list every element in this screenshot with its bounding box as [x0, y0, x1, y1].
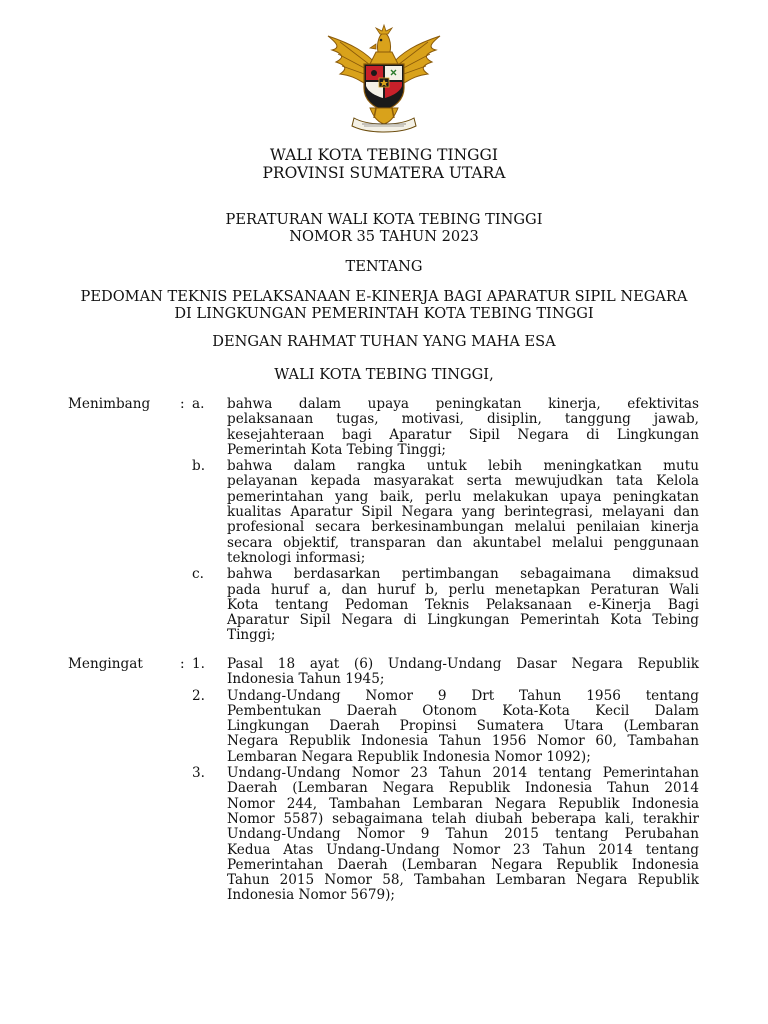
text-line: Pemerintah Kota Tebing Tinggi;	[227, 441, 447, 458]
authority-line-2: PROVINSI SUMATERA UTARA	[262, 164, 506, 182]
text-line: kesejahteraan bagi Aparatur Sipil Negara di Lingkungan	[227, 426, 699, 443]
issuer-text: WALI KOTA TEBING TINGGI,	[274, 366, 494, 383]
consideration-item	[68, 397, 700, 458]
section-label: Menimbang	[68, 396, 151, 412]
text-line: bahwa dalam upaya peningkatan kinerja, efektivitas	[227, 396, 699, 412]
text-line: Negara Republik Indonesia Tahun 1956 Nomor 60, Tambahan	[227, 733, 699, 750]
text-line: Pembentukan Daerah Otonom Kota-Kota Kecil Dalam	[227, 702, 699, 719]
issuer-heading	[0, 366, 768, 383]
text-line: bahwa dalam rangka untuk lebih meningkatkan mutu	[227, 458, 699, 475]
item-marker: a.	[192, 396, 205, 412]
item-text	[227, 689, 699, 765]
text-line: Kota tentang Pedoman Teknis Pelaksanaan e-Kinerja Bagi	[227, 596, 699, 613]
regulation-line-1: PERATURAN WALI KOTA TEBING TINGGI	[225, 211, 543, 228]
item-marker: c.	[192, 566, 204, 583]
blessing-text: DENGAN RAHMAT TUHAN YANG MAHA ESA	[212, 333, 556, 350]
text-line: Indonesia Nomor 5679);	[227, 887, 396, 904]
text-line: Undang-Undang Nomor 23 Tahun 2014 tentang Pemerintahan	[227, 765, 699, 782]
text-line: profesional secara berkesinambungan melalui penilaian kinerja	[227, 519, 699, 536]
text-line: Daerah (Lembaran Negara Republik Indonesia Tahun 2014	[227, 780, 699, 797]
text-line: Tinggi;	[227, 627, 276, 644]
subject-line-2: DI LINGKUNGAN PEMERINTAH KOTA TEBING TINGGI	[174, 305, 594, 322]
text-line: bahwa berdasarkan pertimbangan sebagaimana dimaksud	[227, 566, 699, 583]
regulation-line-2: NOMOR 35 TAHUN 2023	[289, 228, 479, 245]
item-text	[227, 459, 699, 566]
item-text	[227, 657, 699, 688]
text-line: Undang-Undang Nomor 9 Tahun 2015 tentang Perubahan	[227, 826, 699, 843]
item-text	[227, 567, 699, 643]
item-marker: b.	[192, 458, 206, 475]
text-line: pemerintahan yang baik, perlu melakukan upaya peningkatan	[227, 488, 699, 505]
text-line: Tahun 2015 Nomor 58, Tambahan Lembaran Negara Republik	[227, 872, 699, 889]
item-text	[227, 397, 699, 458]
section-colon: :	[180, 396, 185, 412]
text-line: pada huruf a, dan huruf b, perlu menetapkan Peraturan Wali	[227, 581, 699, 598]
text-line: pelaksanaan tugas, motivasi, disiplin, tanggung jawab,	[227, 411, 699, 428]
subject-heading	[0, 288, 768, 322]
text-line: Pemerintahan Daerah (Lembaran Negara Republik Indonesia	[227, 856, 699, 873]
legal-basis-item	[68, 766, 700, 904]
text-line: Kedua Atas Undang-Undang Nomor 23 Tahun 2014 tentang	[227, 841, 699, 858]
section-colon: :	[180, 656, 185, 672]
legal-basis-item	[68, 657, 700, 688]
text-line: Undang-Undang Nomor 9 Drt Tahun 1956 tentang	[227, 687, 699, 704]
legal-basis-item	[68, 689, 700, 765]
text-line: Lingkungan Daerah Propinsi Sumatera Utara (Lembaran	[227, 718, 699, 735]
menimbang-section	[68, 397, 700, 645]
item-marker: 2.	[192, 687, 205, 704]
text-line: Nomor 244, Tambahan Lembaran Negara Republik Indonesia	[227, 795, 699, 812]
authority-heading	[0, 146, 768, 182]
mengingat-section	[68, 657, 700, 905]
about-heading	[0, 258, 768, 275]
text-line: Pasal 18 ayat (6) Undang-Undang Dasar Negara Republik	[227, 656, 699, 672]
text-line: Aparatur Sipil Negara di Lingkungan Pemerintah Kota Tebing	[227, 612, 699, 629]
text-line: kualitas Aparatur Sipil Negara yang berintegrasi, melayani dan	[227, 504, 699, 521]
text-line: teknologi informasi;	[227, 549, 366, 566]
subject-line-1: PEDOMAN TEKNIS PELAKSANAAN E-KINERJA BAGI APARATUR SIPIL NEGARA	[80, 288, 688, 305]
blessing-heading	[0, 333, 768, 350]
garuda-emblem-icon	[318, 22, 450, 136]
about-label: TENTANG	[345, 258, 423, 275]
text-line: secara objektif, transparan dan akuntabel melalui penggunaan	[227, 534, 699, 551]
consideration-item	[68, 459, 700, 566]
item-marker: 3.	[192, 765, 205, 782]
regulation-heading	[0, 211, 768, 245]
item-text	[227, 766, 699, 904]
text-line: Lembaran Negara Republik Indonesia Nomor 1092);	[227, 748, 591, 765]
text-line: Indonesia Tahun 1945;	[227, 671, 385, 688]
item-marker: 1.	[192, 656, 205, 672]
authority-line-1: WALI KOTA TEBING TINGGI	[269, 146, 499, 164]
text-line: pelayanan kepada masyarakat serta mewujudkan tata Kelola	[227, 473, 699, 490]
text-line: Nomor 5587) sebagaimana telah diubah beberapa kali, terakhir	[227, 810, 699, 827]
section-label: Mengingat	[68, 656, 143, 672]
consideration-item	[68, 567, 700, 643]
